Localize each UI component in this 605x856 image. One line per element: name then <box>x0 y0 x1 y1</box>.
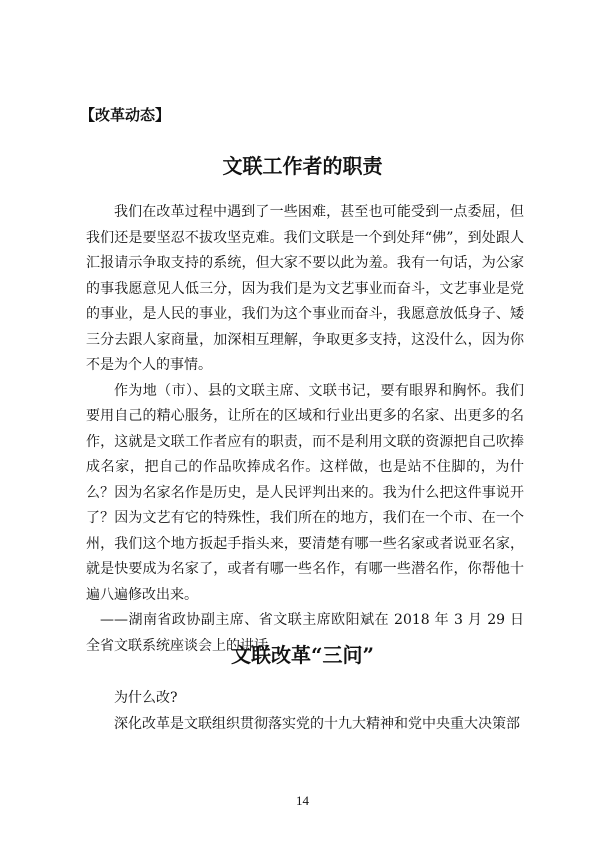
attribution: ——湖南省政协副主席、省文联主席欧阳斌在 2018 年 3 月 29 日全省文联系统座谈会上的讲话 <box>86 612 524 654</box>
paragraph: 作为地（市）、县的文联主席、文联书记，要有眼界和胸怀。我们要用自己的精心服务，让所在的区域和行业出更多的名家、出更多的名作，这就是文联工作者应有的职责，而不是利用文联的资源把自己吹捧成名家，把自己的作品吹捧成名作。这样做，也是站不住脚的，为什么？因为名家名作是历史，是人民评判出来的。我为什么把这件事说开了？因为文艺有它的特殊性，我们所在的地方，我们在一个市、在一个州，我们这个地方扳起手指头来，要清楚有哪一些名家或者说亚名家，就是快要成为名家了，或者有哪一些名作，有哪一些潜名作，你帮他十遍八遍修改出来。 <box>86 382 524 603</box>
article-title-duties: 文联工作者的职责 <box>222 154 383 178</box>
article-body-duties <box>86 200 524 659</box>
page-number: 14 <box>296 793 309 808</box>
paragraph: 我们在改革过程中遇到了一些困难，甚至也可能受到一点委屈，但我们还是要坚忍不拔攻坚克难。我们文联是一个到处拜“佛”，到处跟人汇报请示争取支持的系统，但大家不要以此为羞。我有一句话，为公家的事我愿意见人低三分，因为我们是为文艺事业而奋斗，文艺事业是党的事业，是人民的事业，我们为这个事业而奋斗，我愿意放低身子、矮三分去跟人家商量，加深相互理解，争取更多支持，这没什么，因为你不是为个人的事情。 <box>86 204 524 373</box>
article-title-three-questions: 文联改革“三问” <box>230 643 374 667</box>
section-tag: 【改革动态】 <box>80 106 171 124</box>
paragraph: 深化改革是文联组织贯彻落实党的十九大精神和党中央重大决策部 <box>114 715 520 732</box>
article-body-three-questions <box>86 686 524 737</box>
paragraph: 为什么改? <box>114 690 178 706</box>
